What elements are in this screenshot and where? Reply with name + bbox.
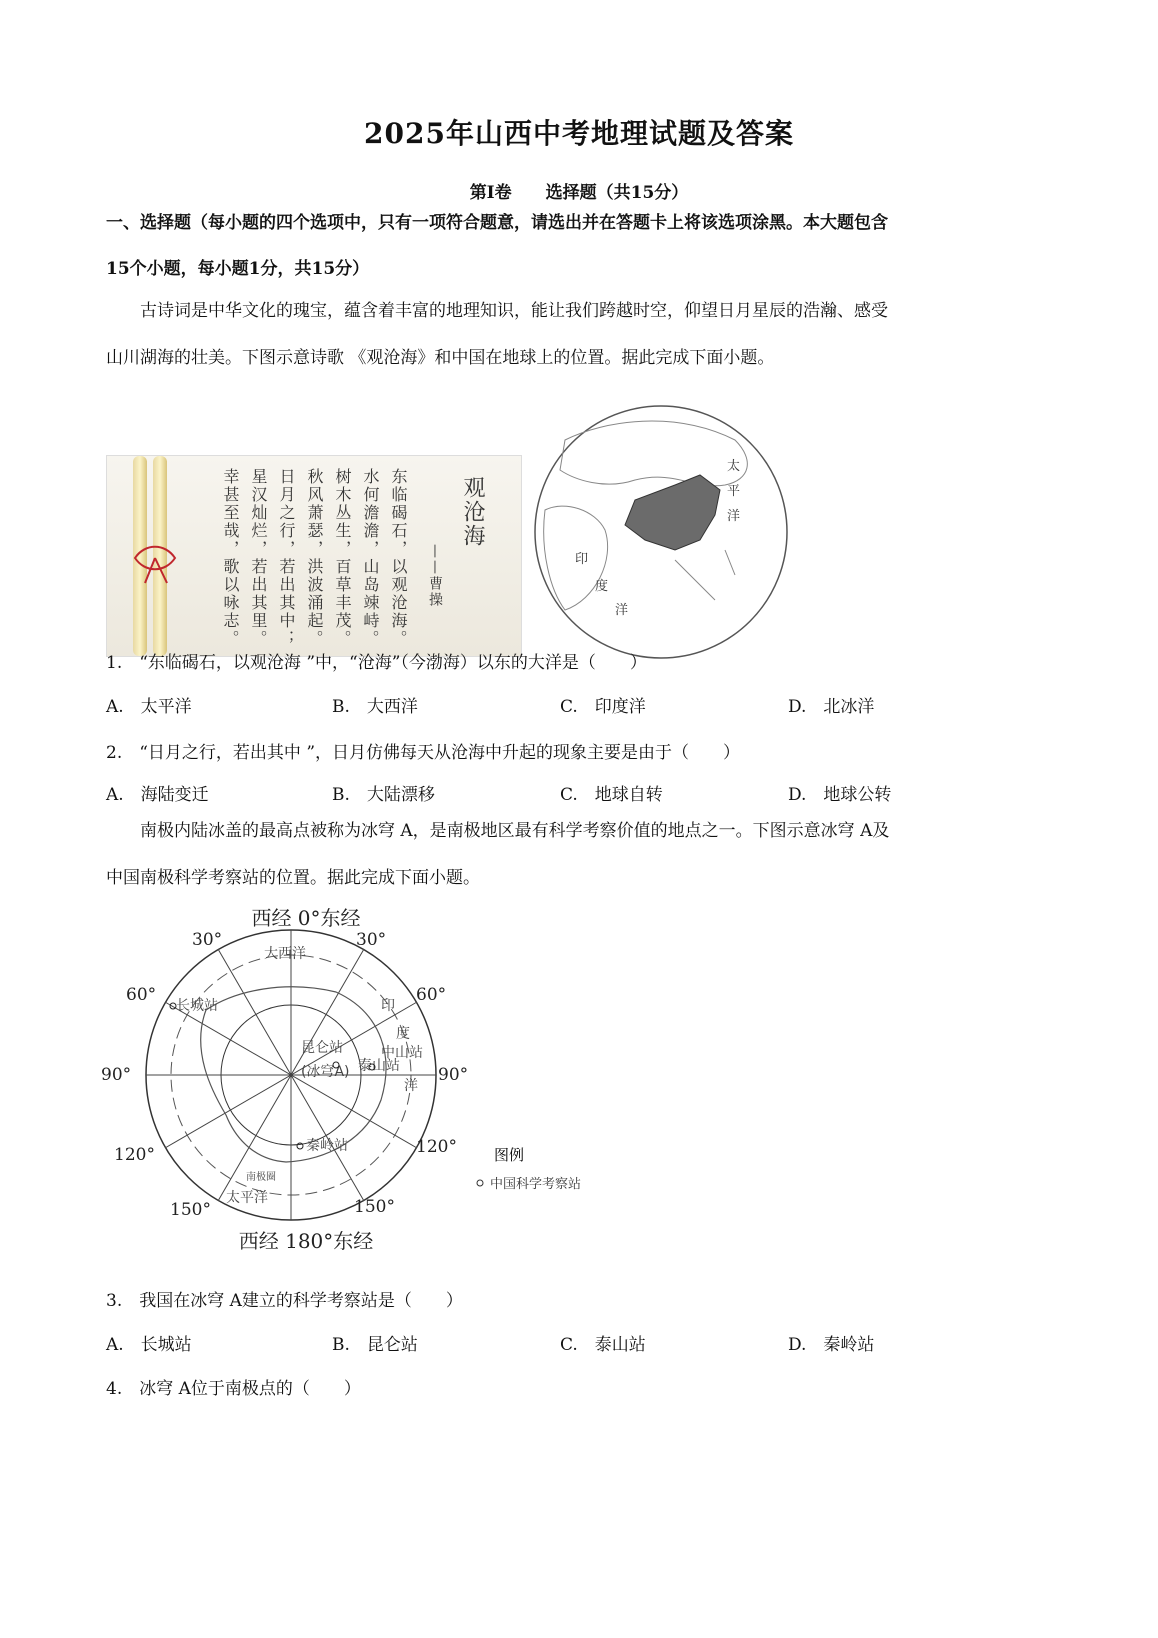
intro2-line2: 中国南极科学考察站的位置。据此完成下面小题。 — [106, 868, 480, 888]
exam-part-subtitle: 第Ⅰ卷 选择题（共15分） — [469, 183, 689, 203]
globe-indian-2: 度 — [595, 579, 609, 594]
q2-option-b[interactable]: B. 大陆漂移 — [332, 785, 435, 805]
q2-option-c[interactable]: C. 地球自转 — [560, 785, 663, 805]
lon-label-60e: 60° — [416, 985, 447, 1005]
poem-line-6: 星汉灿烂，若出其里。 — [249, 468, 268, 648]
ocean-indian-3: 洋 — [404, 1078, 418, 1094]
intro-paragraph-2 — [106, 808, 1056, 902]
section-heading-line2: 15个小题，每小题1分，共15分） — [106, 259, 370, 279]
q3-option-c[interactable]: C. 泰山站 — [560, 1335, 646, 1355]
intro-paragraph-1 — [106, 288, 1056, 382]
station-marker-qinling — [297, 1143, 303, 1149]
poem-line-1: 东临碣石，以观沧海。 — [389, 468, 408, 648]
lon-label-150w: 150° — [170, 1200, 211, 1220]
station-taishan: 泰山站 — [358, 1058, 400, 1074]
page-title: 2025年山西中考地理试题及答案 — [364, 117, 794, 150]
globe-indian-3: 洋 — [615, 603, 629, 618]
ocean-indian-2: 度 — [396, 1026, 410, 1042]
legend-title: 图例 — [494, 1146, 525, 1164]
globe-pacific-3: 洋 — [727, 509, 741, 524]
poem-line-2: 水何澹澹，山岛竦峙。 — [361, 468, 380, 648]
poem-author: ——曹操 — [427, 544, 443, 608]
map-bottom-label: 西经 180°东经 — [238, 1229, 374, 1253]
globe-indian-1: 印 — [575, 552, 589, 567]
question-1-stem: 1. “东临碣石，以观沧海 ”中，“沧海”（今渤海）以东的大洋是（ ） — [106, 653, 647, 673]
globe-pacific-2: 平 — [727, 484, 741, 499]
poem-line-7: 幸甚至哉，歌以咏志。 — [221, 468, 240, 648]
q1-option-d[interactable]: D. 北冰洋 — [788, 697, 875, 717]
ocean-indian-1: 印 — [381, 998, 395, 1014]
poem-scroll-image — [106, 455, 522, 657]
lon-label-60w: 60° — [126, 985, 157, 1005]
ocean-pacific: 太平洋 — [226, 1190, 268, 1206]
poem-title: 观沧海 — [460, 476, 485, 548]
antarctic-map — [96, 900, 656, 1260]
lon-label-90w: 90° — [101, 1065, 132, 1085]
lon-label-90e: 90° — [438, 1065, 469, 1085]
globe-china-map — [525, 400, 795, 665]
q2-option-d[interactable]: D. 地球公转 — [788, 785, 892, 805]
q2-option-a[interactable]: A. 海陆变迁 — [106, 785, 209, 805]
station-kunlun: 昆仑站 — [301, 1040, 343, 1056]
intro2-line1: 南极内陆冰盖的最高点被称为冰穹 A，是南极地区最有科学考察价值的地点之一。下图示意冰穹 A及 — [140, 821, 890, 841]
station-dome-a: (冰穹A) — [301, 1064, 350, 1080]
legend-station-marker — [477, 1180, 483, 1186]
station-zhongshan: 中山站 — [381, 1045, 423, 1061]
poem-line-4: 秋风萧瑟，洪波涌起。 — [305, 468, 324, 648]
q3-option-d[interactable]: D. 秦岭站 — [788, 1335, 875, 1355]
station-changcheng: 长城站 — [176, 998, 218, 1014]
lon-label-30w: 30° — [192, 930, 223, 950]
question-4-stem: 4. 冰穹 A位于南极点的（ ） — [106, 1379, 361, 1399]
intro1-line1: 古诗词是中华文化的瑰宝，蕴含着丰富的地理知识，能让我们跨越时空，仰望日月星辰的浩瀚、感受 — [140, 301, 888, 321]
legend-item: 中国科学考察站 — [490, 1177, 582, 1192]
q3-option-b[interactable]: B. 昆仑站 — [332, 1335, 418, 1355]
section-heading — [106, 200, 1056, 292]
map-top-label: 西经 0°东经 — [251, 906, 361, 930]
antarctic-circle-label: 南极圈 — [246, 1172, 276, 1183]
question-2-stem: 2. “日月之行，若出其中 ”，日月仿佛每天从沧海中升起的现象主要是由于（ ） — [106, 743, 741, 763]
lon-label-120e: 120° — [416, 1137, 457, 1157]
ribbon-icon — [125, 528, 185, 588]
ocean-atlantic: 大西洋 — [264, 946, 306, 962]
lon-label-30e: 30° — [356, 930, 387, 950]
q3-option-a[interactable]: A. 长城站 — [106, 1335, 192, 1355]
q1-option-b[interactable]: B. 大西洋 — [332, 697, 418, 717]
intro1-line2: 山川湖海的壮美。下图示意诗歌 《观沧海》和中国在地球上的位置。据此完成下面小题。 — [106, 348, 775, 368]
poem-line-3: 树木丛生，百草丰茂。 — [333, 468, 352, 648]
section-heading-line1: 一、选择题（每小题的四个选项中，只有一项符合题意，请选出并在答题卡上将该选项涂黑。本大题包含 — [106, 213, 888, 233]
lon-label-120w: 120° — [114, 1145, 155, 1165]
lon-label-150e: 150° — [354, 1197, 395, 1217]
station-qinling: 秦岭站 — [306, 1138, 348, 1154]
poem-line-5: 日月之行，若出其中； — [277, 468, 296, 648]
q1-option-c[interactable]: C. 印度洋 — [560, 697, 646, 717]
globe-pacific-1: 太 — [727, 459, 741, 474]
question-3-stem: 3. 我国在冰穹 A建立的科学考察站是（ ） — [106, 1291, 463, 1311]
q1-option-a[interactable]: A. 太平洋 — [106, 697, 192, 717]
